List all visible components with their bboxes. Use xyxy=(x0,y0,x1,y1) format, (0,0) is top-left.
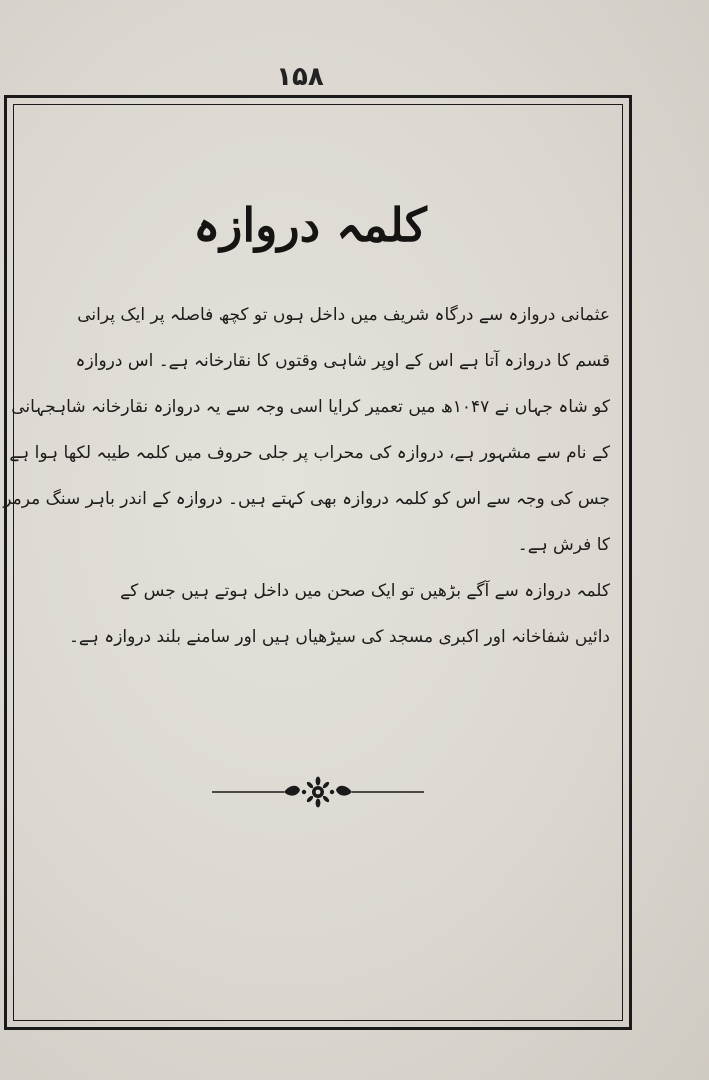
text-line: قسم کا دروازہ آتا ہے اس کے اوپر شاہی وقتوں کا نقارخانہ ہے۔ اس دروازہ xyxy=(75,351,610,371)
chapter-title: کلمہ دروازہ xyxy=(193,198,427,252)
text-line: کا فرش ہے۔ xyxy=(517,535,610,555)
text-line: جس کی وجہ سے اس کو کلمہ دروازہ بھی کہتے ہیں۔ دروازہ کے اندر باہر سنگ مرمر xyxy=(3,489,610,509)
text-line: کو شاہ جہاں نے ۱۰۴۷ھ میں تعمیر کرایا اسی وجہ سے یہ دروازہ نقارخانہ شاہجہانی xyxy=(11,397,610,417)
text-line: کلمہ دروازہ سے آگے بڑھیں تو ایک صحن میں داخل ہوتے ہیں جس کے xyxy=(120,581,610,601)
floral-divider-icon xyxy=(212,776,424,808)
body-text xyxy=(3,292,610,660)
text-line: دائیں شفاخانہ اور اکبری مسجد کی سیڑھیاں ہیں اور سامنے بلند دروازہ ہے۔ xyxy=(68,627,610,647)
page-number: ۱۵۸ xyxy=(276,62,324,92)
text-line: کے نام سے مشہور ہے، دروازہ کی محراب پر جلی حروف میں کلمہ طیبہ لکھا ہوا ہے xyxy=(9,443,610,463)
text-line: عثمانی دروازہ سے درگاہ شریف میں داخل ہوں تو کچھ فاصلہ پر ایک پرانی xyxy=(77,305,610,325)
